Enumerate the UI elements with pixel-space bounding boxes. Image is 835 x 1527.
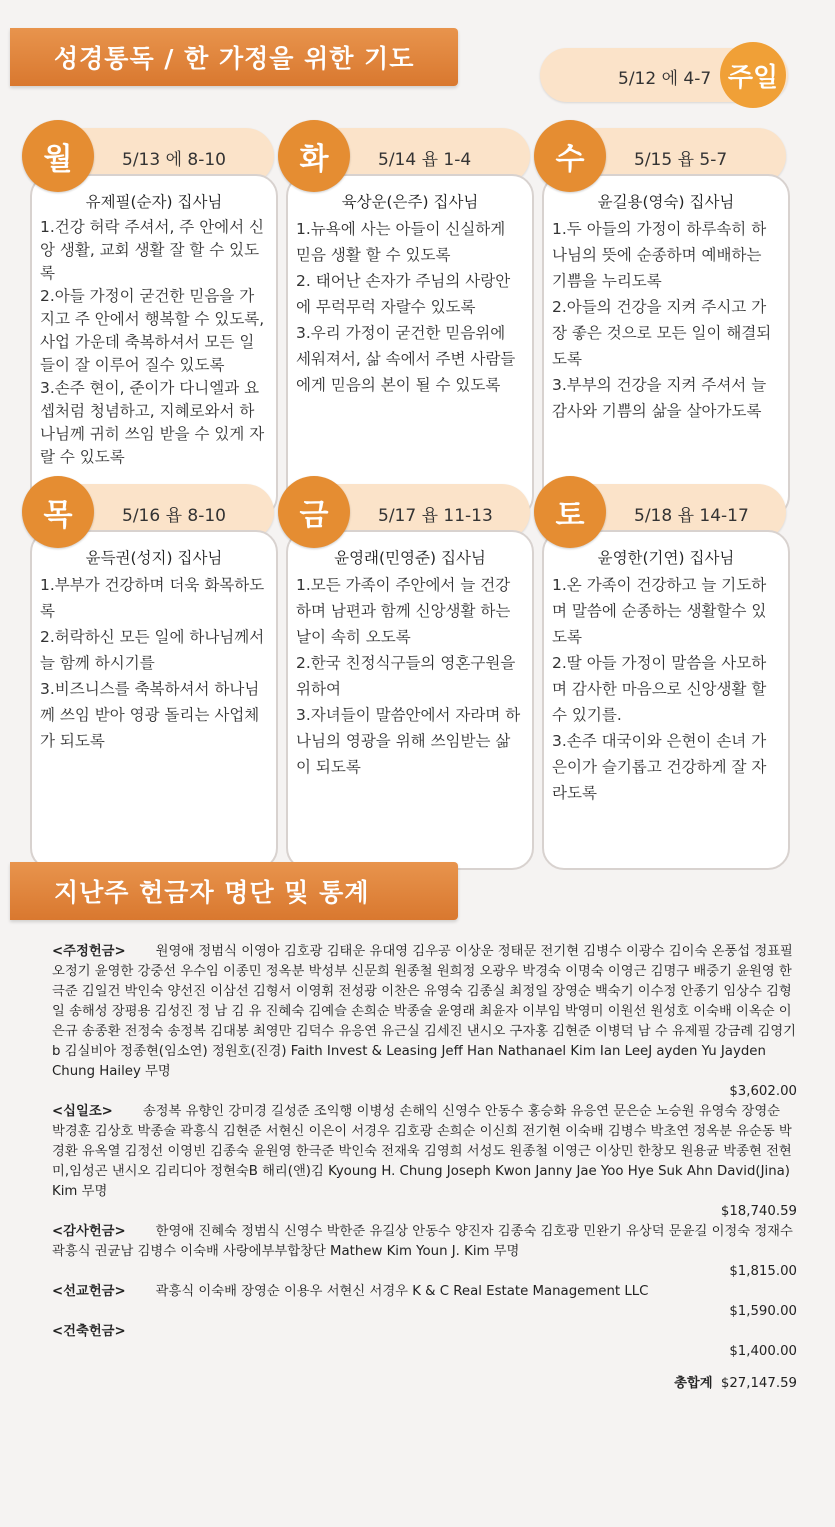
prayer-box [542, 530, 790, 870]
offering-names: 한영애 진혜숙 정범식 신영수 박한준 유길상 안동수 양진자 김종숙 김호광 민완기 유상덕 문윤길 이정숙 정재수 곽흥식 권균남 김병수 이숙배 사랑에부부합창단 Mathew Kim Youn J. Kim 무명 [52, 1224, 793, 1259]
offering-names: 송정복 유향인 강미경 길성준 조익행 이병성 손해익 신영수 안동수 홍승화 유응연 문은순 노승원 유영숙 장영순 박경훈 김상호 박종술 곽흥식 김현준 서현신 이은이 서경우 김호광 손희순 이신희 전기현 이숙배 김병수 박초연 정옥분 유순동 박경환 유옥열 김정선 이영빈 김종숙 윤원영 한극준 박인숙 전재욱 김영희 서성도 원종철 이영근 이상민 한창모 원용균 박종현 전현미,임성곤 낸시오 김리디아 정현숙B 해리(앤)김 Kyoung H. Chung Joseph Kwon Janny Jae Yoo Hye Suk Ahn David(Jina) Kim 무명 [52, 1104, 792, 1199]
reading-reference: 5/18 욥 14-17 [634, 506, 749, 526]
offering-amount: $1,400.00 [729, 1344, 797, 1359]
prayer-item: 3.자녀들이 말씀안에서 자라며 하나님의 영광을 위해 쓰임받는 삶이 되도록 [296, 706, 521, 776]
day-badge: 토 [534, 476, 606, 548]
family-name: 윤길용(영숙) 집사님 [597, 193, 735, 211]
prayer-item: 2.한국 친정식구들의 영혼구원을 위하여 [296, 654, 516, 698]
offering-names: 원영애 정범식 이영아 김호광 김태운 유대영 김우공 이상운 정태문 전기현 김병수 이광수 김이숙 온풍섭 정표필 오정기 윤영한 강중선 우수임 이종민 정옥분 박성부 신문희 원종철 원희정 오광우 박경숙 이명숙 이영근 김명구 배중기 윤원영 한극준 김일건 박인숙 양선진 이삼선 김형서 이영휘 전성광 이찬은 유영숙 김종실 최정일 장영순 백숙기 이수정 안종기 임상수 김형일 송해성 장평용 김성진 정 남 김 유 진혜숙 김예슬 손희순 박종술 윤영래 최윤자 이부임 박영미 이원선 원성호 이숙배 이옥순 이은규 송종환 전정숙 송정복 김대봉 최영만 김덕수 유응연 유근실 김세진 낸시오 구자홍 김현준 이병덕 남 수 유제필 강금례 김영기b 김실비아 정종현(임소연) 정원호(진경) Faith Invest & Leasing Jeff Han Nathanael Kim Ian LeeJ ayden Yu Jayden Chung Hailey 무명 [52, 944, 797, 1079]
offering-label: <십일조> [52, 1104, 113, 1119]
offering-section-sunday [52, 942, 797, 1102]
day-badge: 수 [534, 120, 606, 192]
sunday-reference: 5/12 에 4-7 [618, 69, 712, 89]
offering-section-building [52, 1322, 797, 1362]
section-banner-offering [10, 862, 458, 920]
prayer-box [30, 530, 278, 870]
prayer-item: 3.손주 대국이와 은현이 손녀 가은이가 슬기롭고 건강하게 잘 자라도록 [552, 732, 767, 802]
total-amount: $27,147.59 [720, 1376, 797, 1391]
offering-label: <주정헌금> [52, 944, 126, 959]
prayer-item: 1.부부가 건강하며 더욱 화목하도록 [40, 576, 265, 620]
family-name: 윤영한(기연) 집사님 [597, 549, 735, 567]
prayer-item: 2.아들 가정이 굳건한 믿음을 가지고 주 안에서 행복할 수 있도록, 사업 가운데 축복하셔서 모든 일들이 잘 이루어 질수 있도록 [40, 287, 265, 374]
offering-amount: $1,815.00 [729, 1264, 797, 1279]
prayer-item: 2.딸 아들 가정이 말씀을 사모하며 감사한 마음으로 신앙생활 할 수 있기를. [552, 654, 767, 724]
reading-reference: 5/14 욥 1-4 [378, 150, 472, 170]
offering-total [52, 1374, 797, 1394]
day-badge: 화 [278, 120, 350, 192]
prayer-item: 1.뉴욕에 사는 아들이 신실하게 믿음 생활 할 수 있도록 [296, 220, 506, 264]
prayer-item: 3.비즈니스를 축복하셔서 하나님께 쓰임 받아 영광 돌리는 사업체가 되도록 [40, 680, 260, 750]
offering-title: 지난주 헌금자 명단 및 통계 [54, 878, 370, 907]
prayer-box [286, 530, 534, 870]
total-label: 총합계 [674, 1376, 713, 1391]
prayer-item: 3.우리 가정이 굳건한 믿음위에 세워져서, 삶 속에서 주변 사람들에게 믿음의 본이 될 수 있도록 [296, 324, 516, 394]
prayer-item: 2.허락하신 모든 일에 하나님께서 늘 함께 하시기를 [40, 628, 265, 672]
prayer-item: 1.건강 허락 주셔서, 주 안에서 신앙 생활, 교회 생활 잘 할 수 있도록 [40, 218, 265, 282]
reading-reference: 5/16 욥 8-10 [122, 506, 226, 526]
prayer-box [286, 174, 534, 518]
prayer-item: 2. 태어난 손자가 주님의 사랑안에 무럭무럭 자랄수 있도록 [296, 272, 511, 316]
offering-amount: $3,602.00 [729, 1084, 797, 1099]
family-name: 윤득권(성지) 집사님 [85, 549, 223, 567]
reading-reference: 5/17 욥 11-13 [378, 506, 493, 526]
day-badge: 금 [278, 476, 350, 548]
prayer-item: 3.손주 현이, 준이가 다니엘과 요셉처럼 청념하고, 지혜로와서 하나님께 귀히 쓰임 받을 수 있게 자랄 수 있도록 [40, 379, 265, 466]
sunday-badge: 주일 [720, 42, 786, 108]
prayer-item: 1.모든 가족이 주안에서 늘 건강하며 남편과 함께 신앙생활 하는 날이 속히 오도록 [296, 576, 511, 646]
day-badge: 목 [22, 476, 94, 548]
reading-reference: 5/15 욥 5-7 [634, 150, 728, 170]
sunday-reading-pill [540, 48, 788, 102]
offering-amount: $1,590.00 [729, 1304, 797, 1319]
offering-label: <선교헌금> [52, 1284, 126, 1299]
family-name: 육상운(은주) 집사님 [341, 193, 479, 211]
section-title: 성경통독 / 한 가정을 위한 기도 [54, 44, 415, 73]
offering-list [52, 942, 797, 1394]
offering-section-mission [52, 1282, 797, 1322]
prayer-item: 3.부부의 건강을 지켜 주셔서 늘 감사와 기쁨의 삶을 살아가도록 [552, 376, 767, 420]
offering-amount: $18,740.59 [720, 1204, 797, 1219]
offering-label: <건축헌금> [52, 1324, 126, 1339]
prayer-box [30, 174, 278, 518]
reading-reference: 5/13 에 8-10 [122, 150, 226, 170]
prayer-box [542, 174, 790, 518]
day-badge: 월 [22, 120, 94, 192]
section-banner-reading [10, 28, 458, 86]
prayer-item: 2.아들의 건강을 지켜 주시고 가장 좋은 것으로 모든 일이 해결되도록 [552, 298, 772, 368]
prayer-item: 1.온 가족이 건강하고 늘 기도하며 말씀에 순종하는 생활할수 있도록 [552, 576, 767, 646]
offering-section-tithe [52, 1102, 797, 1222]
prayer-item: 1.두 아들의 가정이 하루속히 하나님의 뜻에 순종하며 예배하는 기쁨을 누리도록 [552, 220, 767, 290]
offering-label: <감사헌금> [52, 1224, 126, 1239]
offering-section-thanks [52, 1222, 797, 1282]
family-name: 윤영래(민영준) 집사님 [334, 549, 486, 567]
offering-names: 곽흥식 이숙배 장영순 이용우 서현신 서경우 K & C Real Estate Management LLC [155, 1284, 649, 1299]
family-name: 유제필(순자) 집사님 [85, 193, 223, 211]
